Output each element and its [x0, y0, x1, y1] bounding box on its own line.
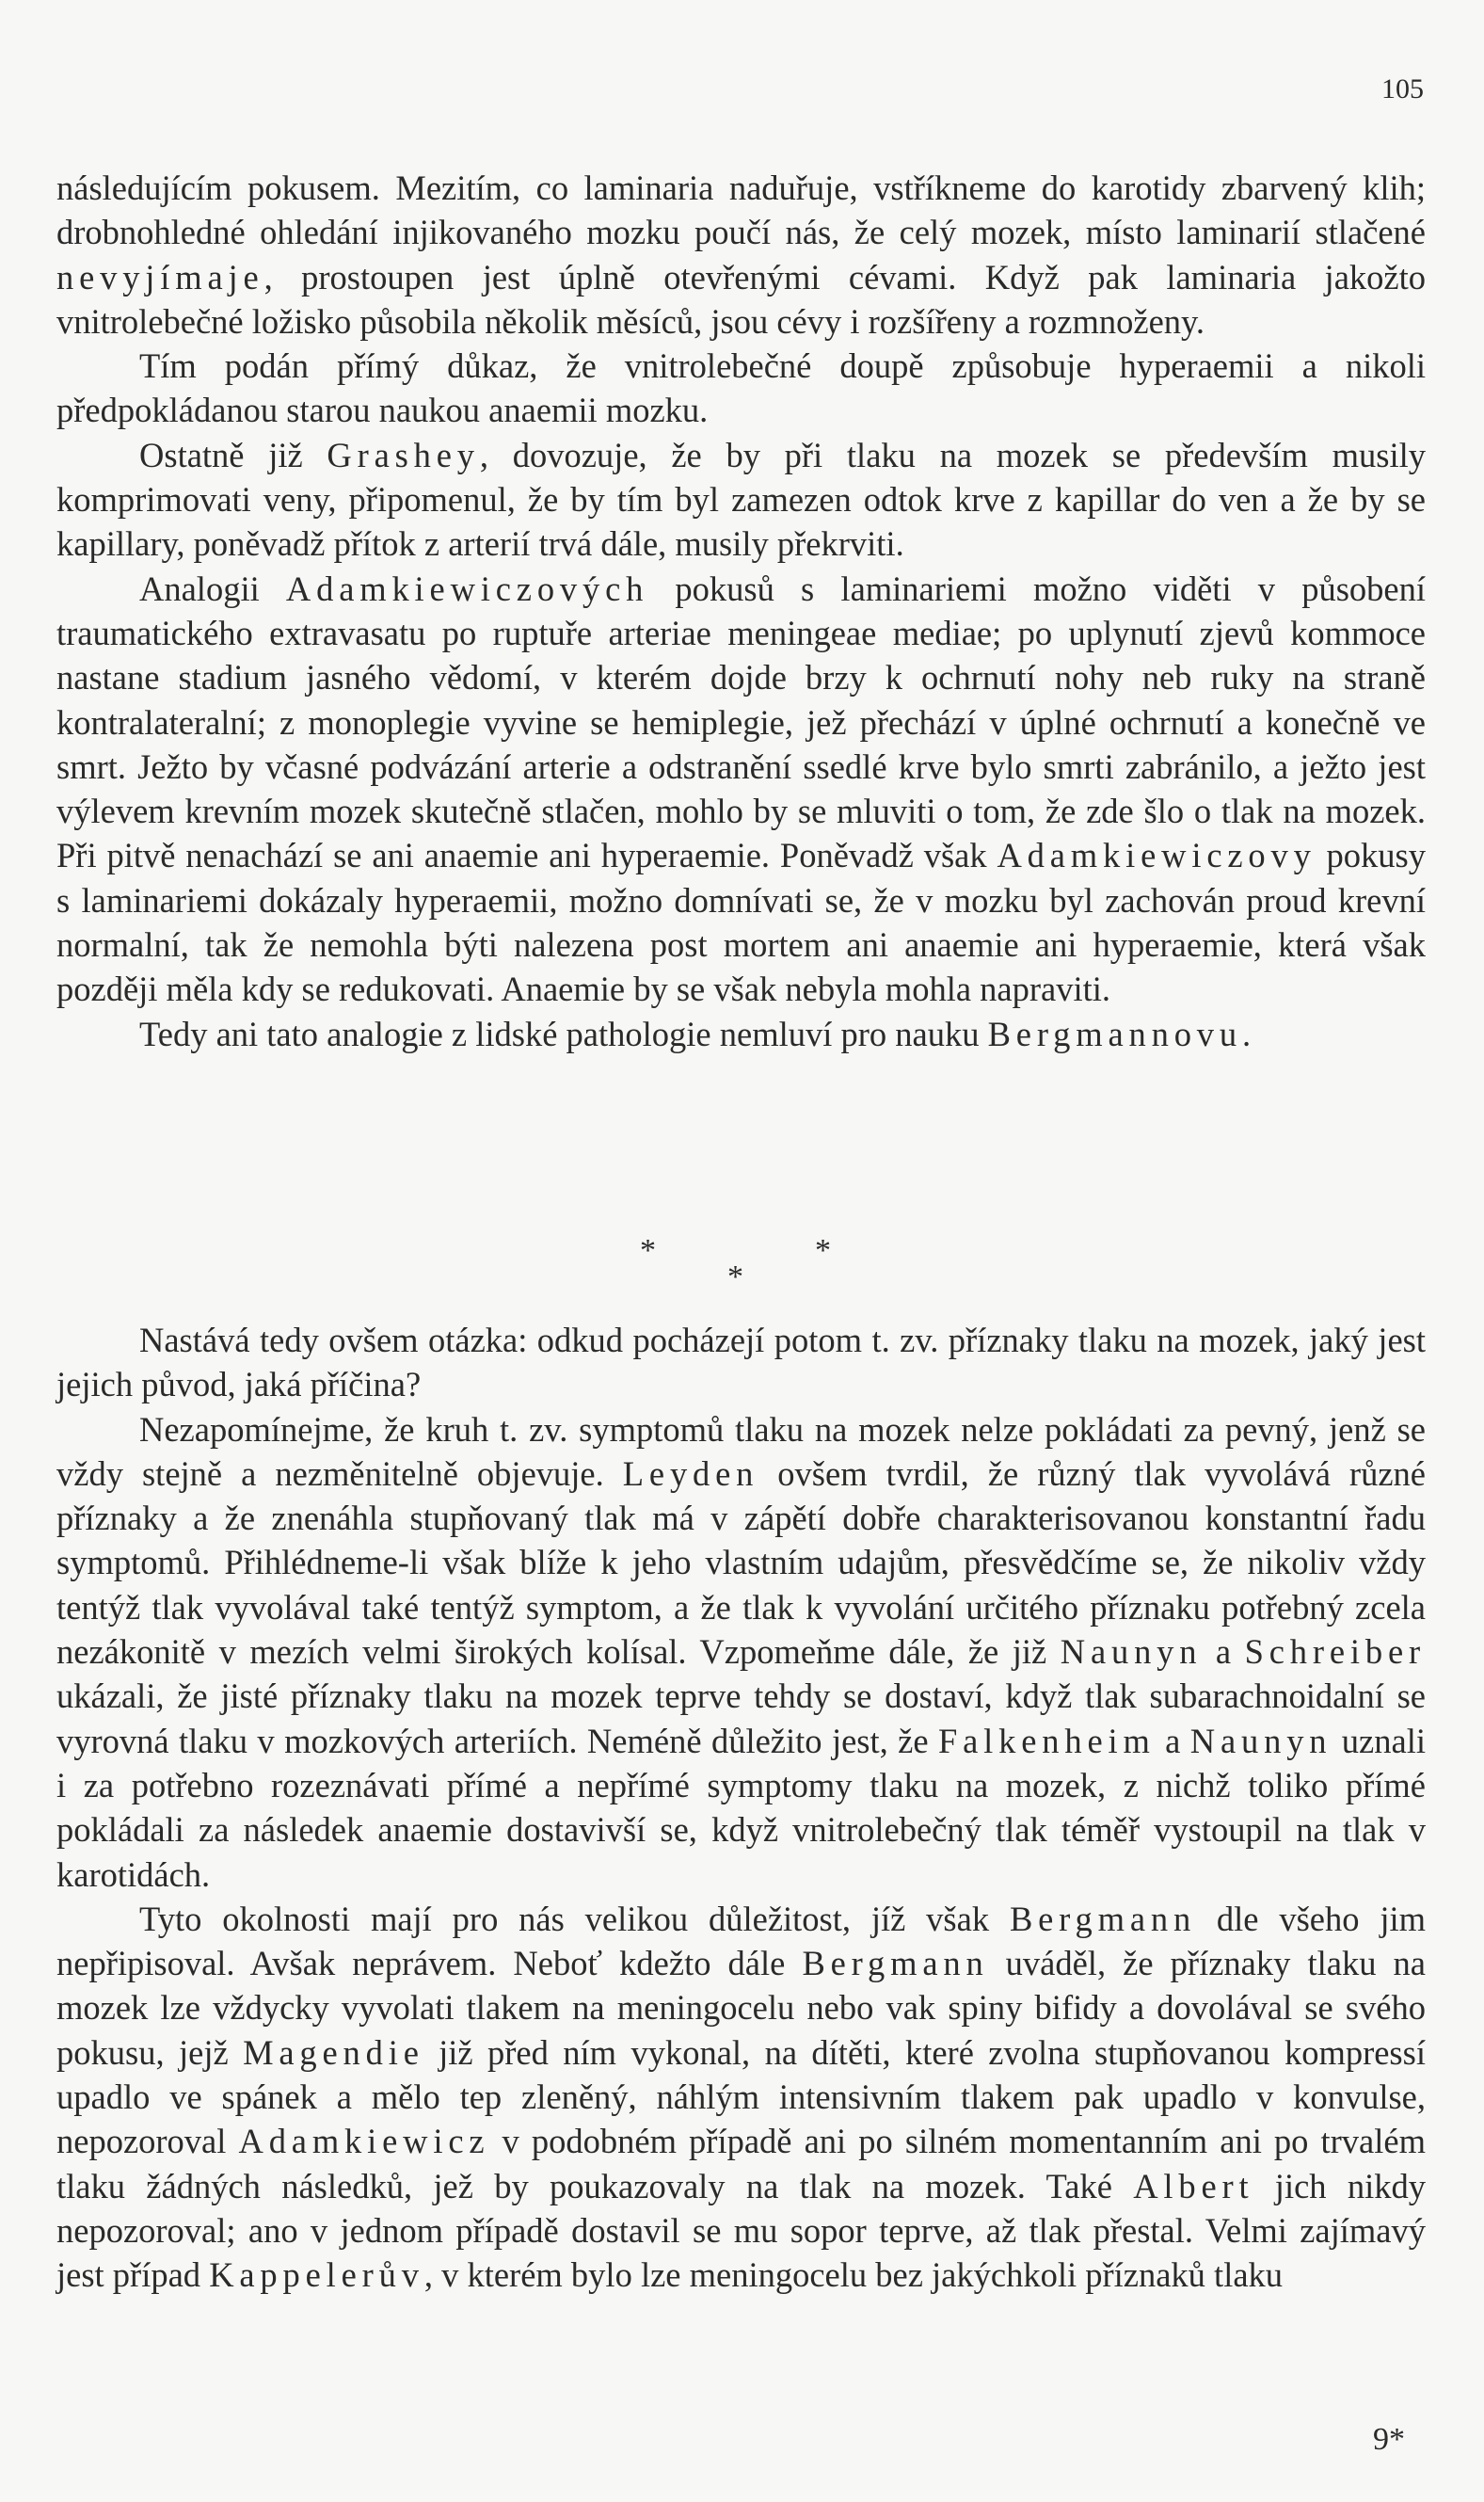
- asterisk: *: [815, 1233, 831, 1268]
- paragraph: Nezapomínejme, že kruh t. zv. symptomů tlaku na mozek nelze pokládati za pevný, jenž se vždy stejně a nezměnitelně objevuje. Leyden ovšem tvrdil, že různý tlak vyvolává různé příznaky a že znenáhla stupňovaný tlak má v zápětí dobře charakterisovanou konstantní řadu symptomů. Přihlédneme-li však blíže k jeho vlastním udajům, přesvědčíme se, že nikoliv vždy tentýž tlak vyvolával také tentýž symptom, a že tlak k vyvolání určitého příznaku potřebný zcela nezákonitě v mezích velmi širokých kolísal. Vzpomeňme dále, že již Naunyn a Schreiber ukázali, že jisté příznaky tlaku na mozek teprve tehdy se dostaví, když tlak subarachnoidalní se vyrovná tlaku v mozkových arteriích. Neméně důležito jest, že Falkenheim a Naunyn uznali i za potřebno rozeznávati přímé a nepřímé symptomy tlaku na mozek, z nichž toliko přímé pokládali za následek anaemie dostavivší se, když vnitrolebečný tlak téměř vystoupil na tlak v karotidách.: [56, 1409, 1427, 1894]
- author-name: Leyden: [622, 1453, 759, 1493]
- author-name: Schreiber: [1244, 1632, 1427, 1672]
- author-name: Naunyn: [1060, 1632, 1203, 1672]
- author-name: Bergmann: [1009, 1899, 1197, 1938]
- author-name: Falkenheim: [938, 1721, 1156, 1760]
- author-name: Magendie: [243, 2032, 424, 2072]
- paragraph: Nastává tedy ovšem otázka: odkud pocházejí potom t. zv. příznaky tlaku na mozek, jaký jest jejich původ, jaká příčina?: [56, 1321, 1426, 1404]
- asterisk: *: [727, 1259, 743, 1294]
- page-number: 105: [1381, 73, 1424, 104]
- author-name: Naunyn: [1189, 1721, 1332, 1760]
- signature-mark: 9*: [1373, 2422, 1405, 2457]
- author-name: Albert: [1133, 2166, 1254, 2205]
- author-name: Adamkiewicz: [238, 2122, 490, 2161]
- paragraph: Tedy ani tato analogie z lidské pathologie nemluví pro nauku Bergmannovu.: [139, 1014, 1252, 1053]
- author-name: Adamkiewiczových: [285, 569, 649, 608]
- paragraph: následujícím pokusem. Mezitím, co laminaria naduřuje, vstříkneme do karotidy zbarvený klih; drobnohledné ohledání injikovaného mozku poučí nás, že celý mozek, místo laminarií stlačené nevyjímaje, prostoupen jest úplně otevřenými cévami. Když pak laminaria jakožto vnitrolebečné ložisko působila několik měsíců, jsou cévy i rozšířeny a rozmnoženy.: [56, 168, 1426, 341]
- paragraph: Ostatně již Grashey, dovozuje, že by při tlaku na mozek se především musily komprimovati veny, připomenul, že by tím byl zamezen odtok krve z kapillar do ven a že by se kapillary, poněvadž přítok z arterií trvá dále, musily překrviti.: [56, 435, 1426, 564]
- paragraph: Tím podán přímý důkaz, že vnitrolebečné doupě způsobuje hyperaemii a nikoli předpokládanou starou naukou anaemii mozku.: [56, 346, 1426, 430]
- text-block-upper: [56, 166, 1426, 1056]
- author-name: Kappelerův: [209, 2255, 424, 2295]
- author-name: Bergmann: [802, 1944, 989, 1983]
- author-name: Grashey: [327, 435, 480, 474]
- paragraph: Analogii Adamkiewiczových pokusů s laminariemi možno viděti v působení traumatického extravasatu po ruptuře arteriae meningeae mediae; po uplynutí zjevů kommoce nastane stadium jasného vědomí, v kterém dojde brzy k ochrnutí nohy neb ruky na straně kontralateralní; z monoplegie vyvine se hemiplegie, jež přechází v úplné ochrnutí a konečně ve smrt. Ježto by včasné podvázání arterie a odstranění ssedlé krve bylo smrti zabránilo, a ježto jest výlevem krevním mozek skutečně stlačen, mohlo by se mluviti o tom, že zde šlo o tlak na mozek. Při pitvě nenachází se ani anaemie ani hyperaemie. Poněvadž však Adamkiewiczovy pokusy s laminariemi dokázaly hyperaemii, možno domnívati se, že v mozku byl zachován proud krevní normalní, tak že nemohla býti nalezena post mortem ani anaemie ani hyperaemie, která však později měla kdy se redukovati. Anaemie by se však nebyla mohla napraviti.: [56, 569, 1426, 1009]
- author-name: Adamkiewiczovy: [997, 836, 1316, 875]
- text-block-lower: [56, 1318, 1426, 2298]
- asterisk: *: [640, 1233, 656, 1268]
- emphasized-word: nevyjímaje: [56, 257, 264, 297]
- paragraph: Tyto okolnosti mají pro nás velikou důležitost, jíž však Bergmann dle všeho jim nepřipisoval. Avšak neprávem. Neboť kdežto dále Bergmann uváděl, že příznaky tlaku na mozek lze vždycky vyvolati tlakem na meningocelu nebo vak spiny bifidy a dovolával se svého pokusu, jejž Magendie již před ním vykonal, na dítěti, které zvolna stupňovanou kompressí upadlo ve spánek a mělo tep zleněný, náhlým intensivním tlakem pak upadlo v konvulse, nepozoroval Adamkiewicz v podobném případě ani po silném momentanním ani po trvalém tlaku žádných následků, jež by poukazovaly na tlak na mozek. Také Albert jich nikdy nepozoroval; ano v jednom případě dostavil se mu sopor teprve, až tlak přestal. Velmi zajímavý jest případ Kappelerův, v kterém bylo lze meningocelu bez jakýchkoli příznaků tlaku: [56, 1899, 1426, 2295]
- author-name: Bergmannovu: [987, 1014, 1242, 1053]
